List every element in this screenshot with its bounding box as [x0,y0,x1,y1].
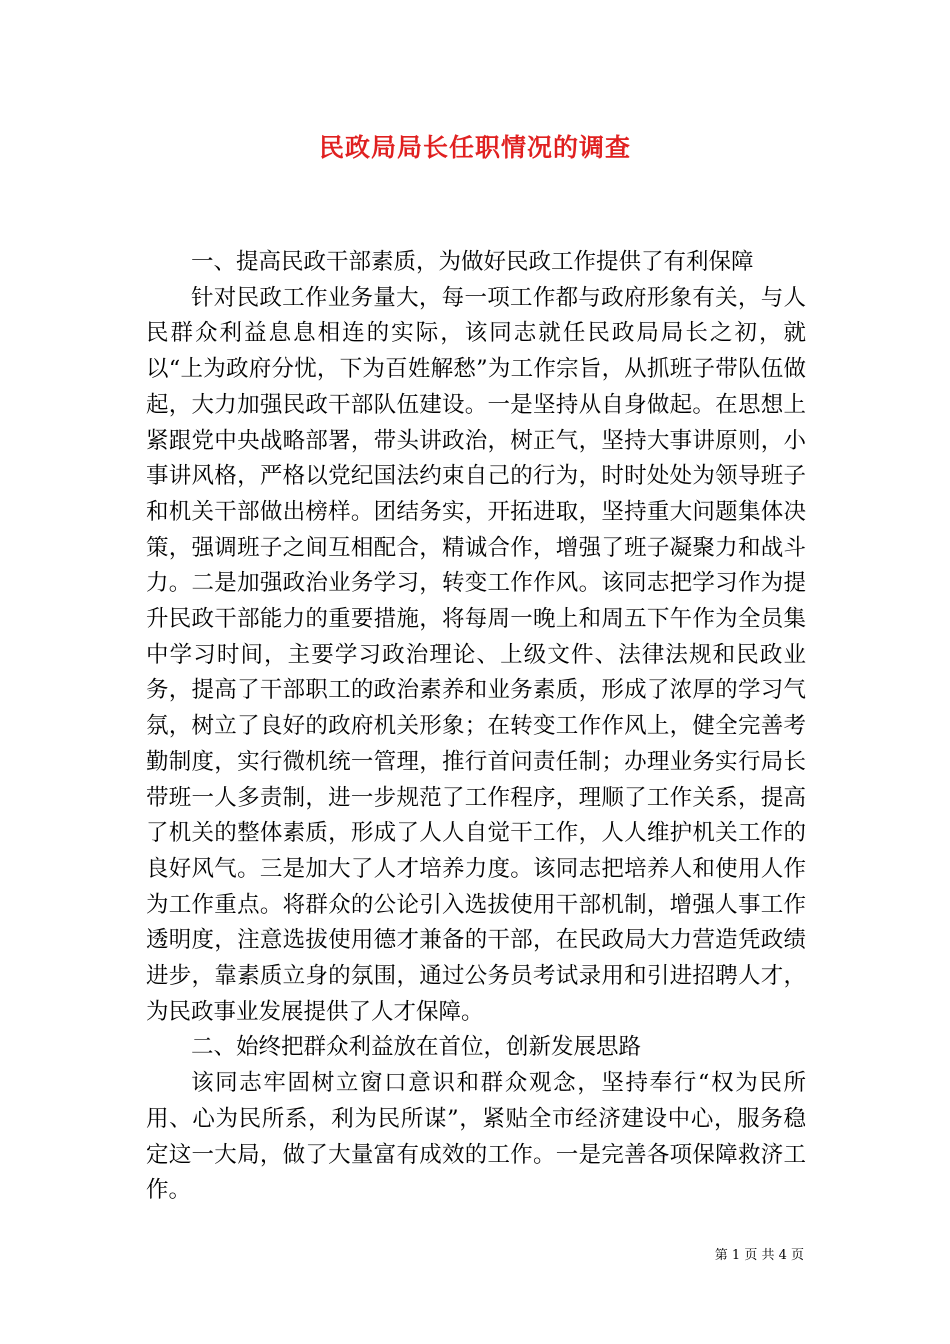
section-heading-1: 一、提高民政干部素质，为做好民政工作提供了有利保障 [191,249,754,275]
body-paragraph-2: 该同志牢固树立窗口意识和群众观念，坚持奉行“权为民所用、心为民所系，利为民所谋”，紧贴全市经济建设中心，服务稳定这一大局，做了大量富有成效的工作。一是完善各项保障救济工作。 [146,1070,806,1204]
page-number-footer: 第 1 页 共 4 页 [714,1248,804,1263]
document-body [146,245,806,1209]
section-heading-2: 二、始终把群众利益放在首位，创新发展思路 [191,1034,642,1061]
document-title: 民政局局长任职情况的调查 [318,133,631,162]
body-paragraph-1: 针对民政工作业务量大，每一项工作都与政府形象有关，与人民群众利益息息相连的实际，该同志就任民政局局长之初，就以“上为政府分忧，下为百姓解愁”为工作宗旨，从抓班子带队伍做起，大力加强民政干部队伍建设。一是坚持从自身做起。在思想上紧跟党中央战略部署，带头讲政治，树正气，坚持大事讲原则，小事讲风格，严格以党纪国法约束自己的行为，时时处处为领导班子和机关干部做出榜样。团结务实，开拓进取，坚持重大问题集体决策，强调班子之间互相配合，精诚合作，增强了班子凝聚力和战斗力。二是加强政治业务学习，转变工作作风。该同志把学习作为提升民政干部能力的重要措施，将每周一晚上和周五下午作为全员集中学习时间，主要学习政治理论、上级文件、法律法规和民政业务，提高了干部职工的政治素养和业务素质，形成了浓厚的学习气氛，树立了良好的政府机关形象；在转变工作作风上，健全完善考勤制度，实行微机统一管理，推行首问责任制；办理业务实行局长带班一人多责制，进一步规范了工作程序，理顺了工作关系，提高了机关的整体素质，形成了人人自觉干工作，人人维护机关工作的良好风气。三是加大了人才培养力度。该同志把培养人和使用人作为工作重点。将群众的公论引入选拔使用干部机制，增强人事工作透明度，注意选拔使用德才兼备的干部，在民政局大力营造凭政绩进步，靠素质立身的氛围，通过公务员考试录用和引进招聘人才，为民政事业发展提供了人才保障。 [146,284,806,1025]
